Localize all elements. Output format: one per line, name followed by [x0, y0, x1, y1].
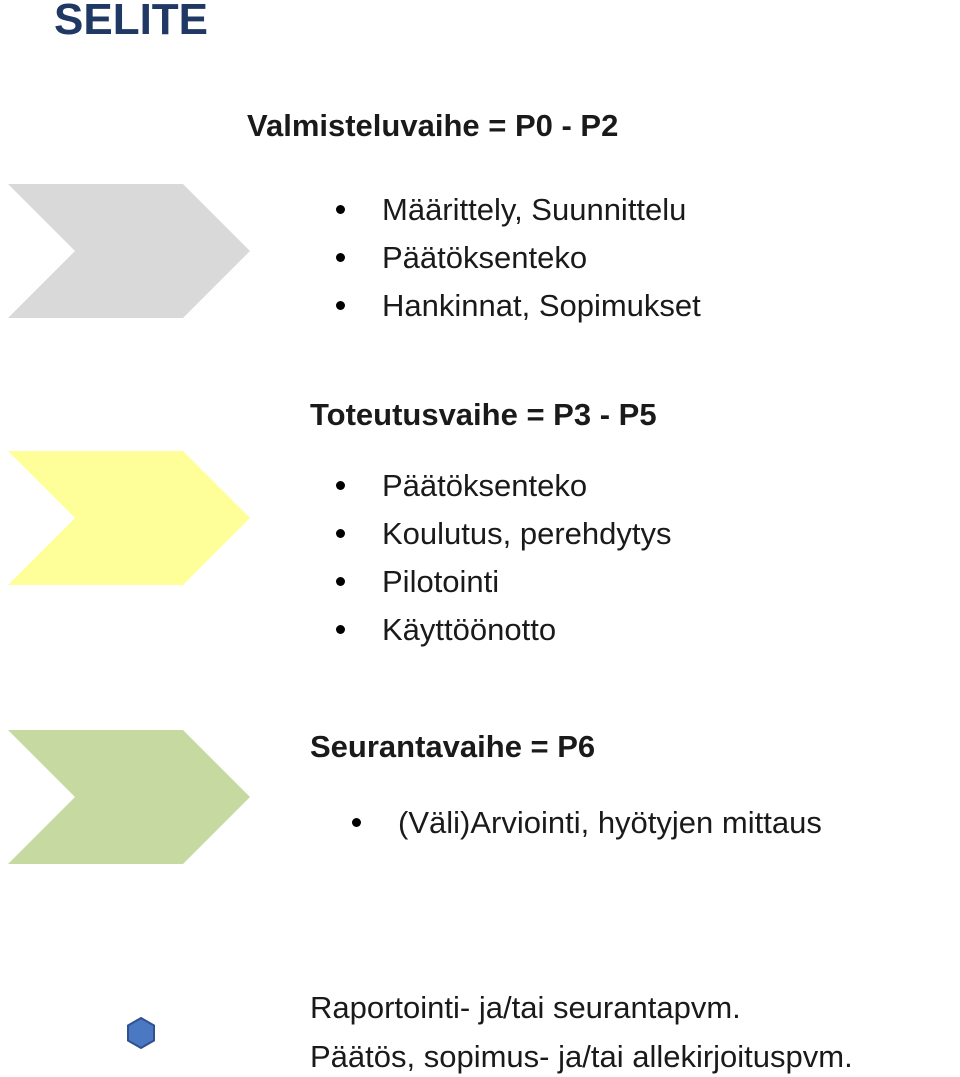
list-item: Pilotointi — [382, 558, 672, 606]
phase-2-chevron — [8, 451, 250, 585]
page-title: SELITE — [54, 0, 209, 44]
hexagon-icon — [126, 1016, 156, 1050]
legend-line-2: Päätös, sopimus- ja/tai allekirjoituspvm. — [310, 1039, 853, 1074]
phase-1-chevron — [8, 184, 250, 318]
list-item: Koulutus, perehdytys — [382, 510, 672, 558]
list-item: (Väli)Arviointi, hyötyjen mittaus — [398, 799, 822, 847]
phase-2-list — [382, 462, 672, 654]
list-item: Käyttöönotto — [382, 606, 672, 654]
phase-1-heading: Valmisteluvaihe = P0 - P2 — [247, 108, 619, 143]
list-item: Päätöksenteko — [382, 462, 672, 510]
list-item: Määrittely, Suunnittelu — [382, 186, 701, 234]
phase-1-list — [382, 186, 701, 330]
phase-3-heading: Seurantavaihe = P6 — [310, 729, 596, 764]
phase-2-heading: Toteutusvaihe = P3 - P5 — [310, 397, 657, 432]
phase-3-chevron — [8, 730, 250, 864]
phase-3-list — [398, 799, 822, 847]
legend-line-1: Raportointi- ja/tai seurantapvm. — [310, 990, 741, 1025]
list-item: Päätöksenteko — [382, 234, 701, 282]
list-item: Hankinnat, Sopimukset — [382, 282, 701, 330]
